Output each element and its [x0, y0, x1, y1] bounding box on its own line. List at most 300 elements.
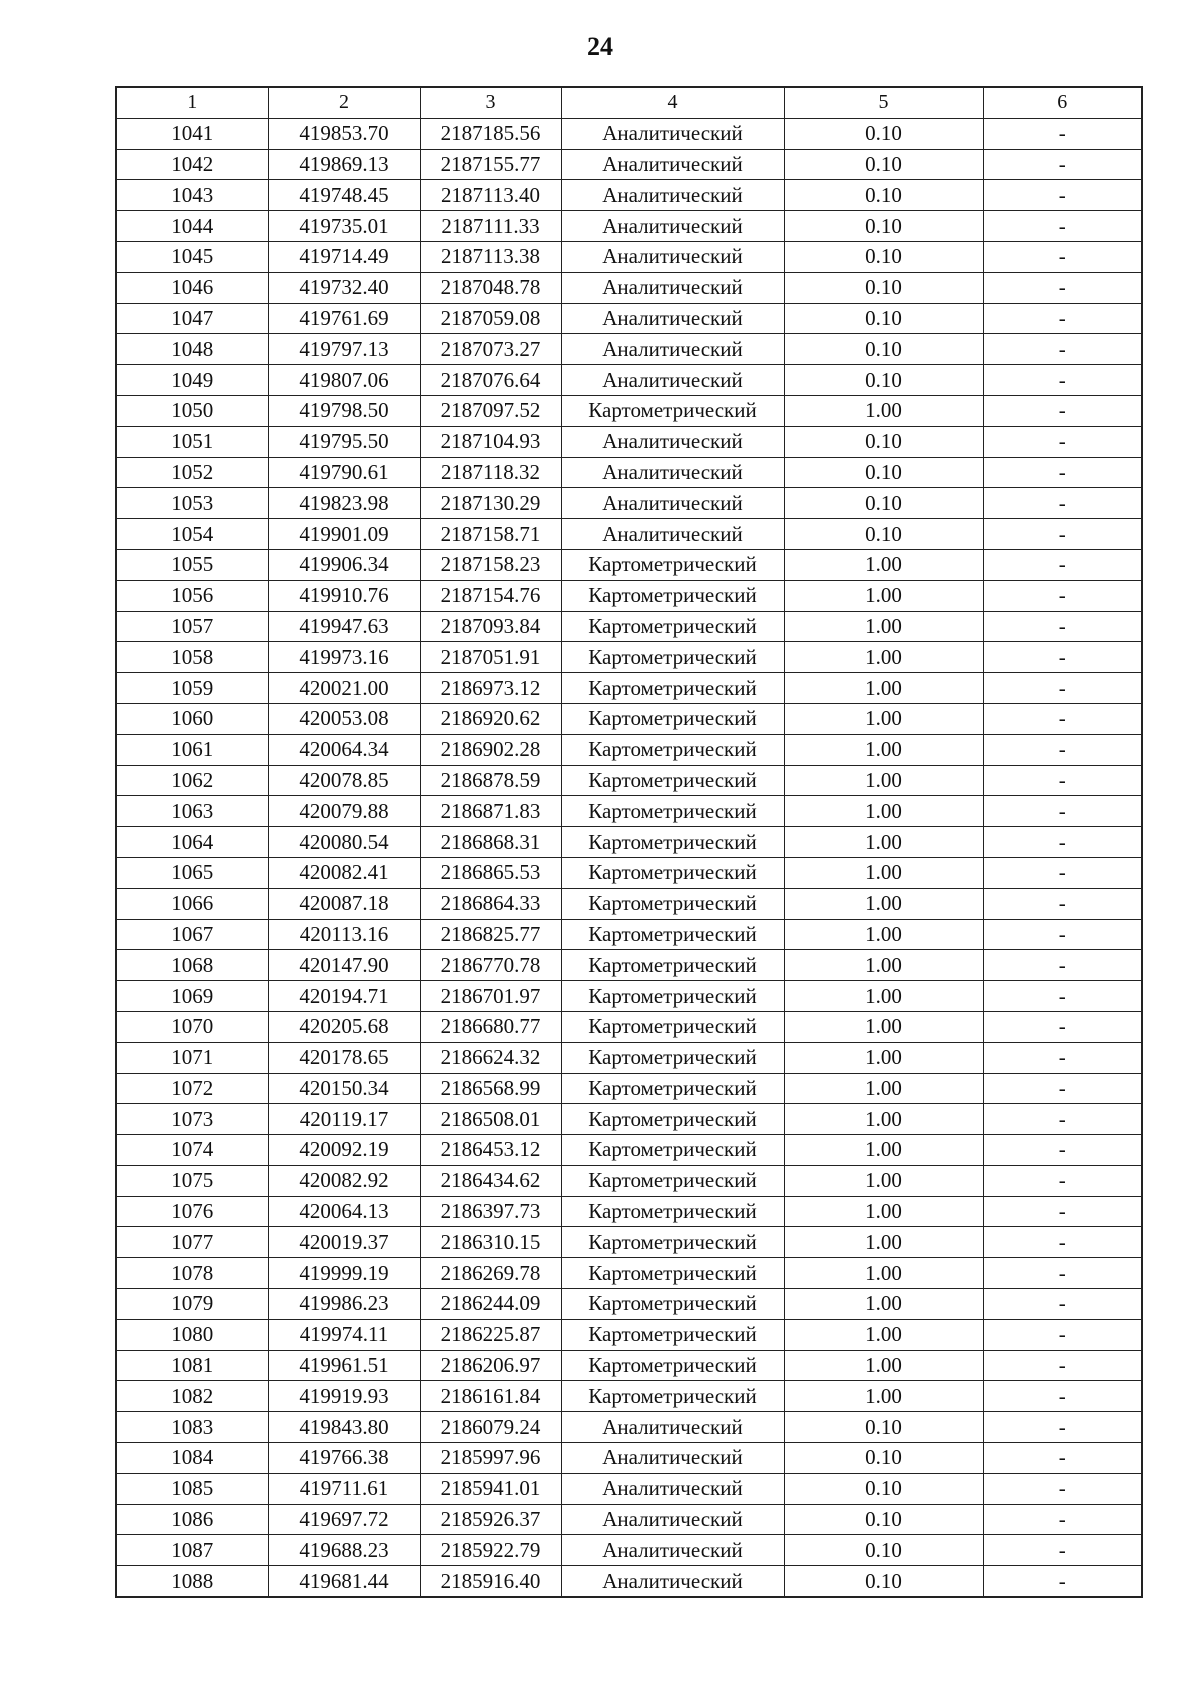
note-cell: - [983, 1104, 1142, 1135]
note-cell: - [983, 1535, 1142, 1566]
method-cell: Аналитический [561, 211, 784, 242]
table-row [116, 734, 1142, 765]
x-coordinate-cell: 419986.23 [268, 1289, 420, 1320]
y-coordinate-cell: 2186920.62 [420, 703, 561, 734]
x-coordinate-cell: 420064.13 [268, 1196, 420, 1227]
accuracy-cell: 1.00 [784, 1073, 983, 1104]
accuracy-cell: 1.00 [784, 1196, 983, 1227]
note-cell: - [983, 703, 1142, 734]
x-coordinate-cell: 419688.23 [268, 1535, 420, 1566]
point-number-cell: 1069 [116, 981, 268, 1012]
y-coordinate-cell: 2186568.99 [420, 1073, 561, 1104]
point-number-cell: 1043 [116, 180, 268, 211]
x-coordinate-cell: 419999.19 [268, 1258, 420, 1289]
method-cell: Аналитический [561, 1535, 784, 1566]
accuracy-cell: 1.00 [784, 1104, 983, 1135]
accuracy-cell: 0.10 [784, 1412, 983, 1443]
y-coordinate-cell: 2186868.31 [420, 827, 561, 858]
column-header: 3 [420, 87, 561, 118]
note-cell: - [983, 426, 1142, 457]
point-number-cell: 1083 [116, 1412, 268, 1443]
x-coordinate-cell: 419714.49 [268, 241, 420, 272]
table-row [116, 1412, 1142, 1443]
y-coordinate-cell: 2186902.28 [420, 734, 561, 765]
y-coordinate-cell: 2187113.40 [420, 180, 561, 211]
point-number-cell: 1056 [116, 580, 268, 611]
x-coordinate-cell: 420079.88 [268, 796, 420, 827]
method-cell: Картометрический [561, 1165, 784, 1196]
point-number-cell: 1044 [116, 211, 268, 242]
point-number-cell: 1076 [116, 1196, 268, 1227]
note-cell: - [983, 1504, 1142, 1535]
accuracy-cell: 0.10 [784, 519, 983, 550]
y-coordinate-cell: 2185941.01 [420, 1473, 561, 1504]
point-number-cell: 1067 [116, 919, 268, 950]
method-cell: Картометрический [561, 1135, 784, 1166]
point-number-cell: 1072 [116, 1073, 268, 1104]
accuracy-cell: 1.00 [784, 734, 983, 765]
x-coordinate-cell: 420078.85 [268, 765, 420, 796]
x-coordinate-cell: 420205.68 [268, 1011, 420, 1042]
x-coordinate-cell: 420019.37 [268, 1227, 420, 1258]
accuracy-cell: 0.10 [784, 1566, 983, 1597]
point-number-cell: 1068 [116, 950, 268, 981]
x-coordinate-cell: 419807.06 [268, 365, 420, 396]
y-coordinate-cell: 2186225.87 [420, 1319, 561, 1350]
method-cell: Картометрический [561, 549, 784, 580]
method-cell: Картометрический [561, 642, 784, 673]
note-cell: - [983, 1258, 1142, 1289]
x-coordinate-cell: 420021.00 [268, 673, 420, 704]
note-cell: - [983, 488, 1142, 519]
accuracy-cell: 0.10 [784, 211, 983, 242]
y-coordinate-cell: 2186244.09 [420, 1289, 561, 1320]
coordinates-table [115, 86, 1143, 1598]
accuracy-cell: 1.00 [784, 395, 983, 426]
x-coordinate-cell: 419869.13 [268, 149, 420, 180]
x-coordinate-cell: 420194.71 [268, 981, 420, 1012]
table-row [116, 519, 1142, 550]
note-cell: - [983, 457, 1142, 488]
method-cell: Картометрический [561, 673, 784, 704]
note-cell: - [983, 365, 1142, 396]
x-coordinate-cell: 419735.01 [268, 211, 420, 242]
note-cell: - [983, 149, 1142, 180]
y-coordinate-cell: 2186161.84 [420, 1381, 561, 1412]
note-cell: - [983, 1350, 1142, 1381]
x-coordinate-cell: 419947.63 [268, 611, 420, 642]
y-coordinate-cell: 2185922.79 [420, 1535, 561, 1566]
point-number-cell: 1087 [116, 1535, 268, 1566]
y-coordinate-cell: 2186397.73 [420, 1196, 561, 1227]
y-coordinate-cell: 2186770.78 [420, 950, 561, 981]
point-number-cell: 1060 [116, 703, 268, 734]
note-cell: - [983, 180, 1142, 211]
method-cell: Картометрический [561, 796, 784, 827]
accuracy-cell: 0.10 [784, 488, 983, 519]
table-row [116, 611, 1142, 642]
x-coordinate-cell: 419973.16 [268, 642, 420, 673]
table-row [116, 1566, 1142, 1597]
x-coordinate-cell: 419906.34 [268, 549, 420, 580]
y-coordinate-cell: 2185997.96 [420, 1443, 561, 1474]
point-number-cell: 1078 [116, 1258, 268, 1289]
note-cell: - [983, 919, 1142, 950]
point-number-cell: 1084 [116, 1443, 268, 1474]
method-cell: Аналитический [561, 365, 784, 396]
column-header: 6 [983, 87, 1142, 118]
accuracy-cell: 0.10 [784, 334, 983, 365]
x-coordinate-cell: 419853.70 [268, 118, 420, 149]
x-coordinate-cell: 419919.93 [268, 1381, 420, 1412]
y-coordinate-cell: 2186865.53 [420, 857, 561, 888]
point-number-cell: 1063 [116, 796, 268, 827]
note-cell: - [983, 1412, 1142, 1443]
table-row [116, 241, 1142, 272]
note-cell: - [983, 1196, 1142, 1227]
y-coordinate-cell: 2187158.71 [420, 519, 561, 550]
table-row [116, 857, 1142, 888]
accuracy-cell: 1.00 [784, 888, 983, 919]
point-number-cell: 1045 [116, 241, 268, 272]
table-row [116, 950, 1142, 981]
accuracy-cell: 1.00 [784, 1227, 983, 1258]
x-coordinate-cell: 419681.44 [268, 1566, 420, 1597]
method-cell: Картометрический [561, 611, 784, 642]
y-coordinate-cell: 2186825.77 [420, 919, 561, 950]
note-cell: - [983, 827, 1142, 858]
y-coordinate-cell: 2186434.62 [420, 1165, 561, 1196]
x-coordinate-cell: 420092.19 [268, 1135, 420, 1166]
accuracy-cell: 1.00 [784, 1042, 983, 1073]
y-coordinate-cell: 2186206.97 [420, 1350, 561, 1381]
accuracy-cell: 1.00 [784, 1381, 983, 1412]
accuracy-cell: 1.00 [784, 549, 983, 580]
y-coordinate-cell: 2187048.78 [420, 272, 561, 303]
accuracy-cell: 1.00 [784, 919, 983, 950]
point-number-cell: 1066 [116, 888, 268, 919]
table-row [116, 426, 1142, 457]
method-cell: Картометрический [561, 1350, 784, 1381]
point-number-cell: 1042 [116, 149, 268, 180]
method-cell: Картометрический [561, 703, 784, 734]
accuracy-cell: 0.10 [784, 149, 983, 180]
method-cell: Аналитический [561, 149, 784, 180]
table-row [116, 211, 1142, 242]
y-coordinate-cell: 2187185.56 [420, 118, 561, 149]
table-row [116, 1535, 1142, 1566]
note-cell: - [983, 118, 1142, 149]
table-header-row [116, 87, 1142, 118]
y-coordinate-cell: 2186871.83 [420, 796, 561, 827]
x-coordinate-cell: 419732.40 [268, 272, 420, 303]
table-row [116, 1011, 1142, 1042]
point-number-cell: 1082 [116, 1381, 268, 1412]
method-cell: Картометрический [561, 1011, 784, 1042]
method-cell: Аналитический [561, 488, 784, 519]
method-cell: Аналитический [561, 303, 784, 334]
x-coordinate-cell: 420082.92 [268, 1165, 420, 1196]
table-row [116, 1042, 1142, 1073]
table-row [116, 365, 1142, 396]
accuracy-cell: 1.00 [784, 857, 983, 888]
note-cell: - [983, 611, 1142, 642]
method-cell: Аналитический [561, 426, 784, 457]
accuracy-cell: 1.00 [784, 1289, 983, 1320]
accuracy-cell: 1.00 [784, 796, 983, 827]
method-cell: Аналитический [561, 1412, 784, 1443]
note-cell: - [983, 395, 1142, 426]
x-coordinate-cell: 419823.98 [268, 488, 420, 519]
table-row [116, 549, 1142, 580]
method-cell: Картометрический [561, 981, 784, 1012]
x-coordinate-cell: 419961.51 [268, 1350, 420, 1381]
note-cell: - [983, 519, 1142, 550]
table-row [116, 272, 1142, 303]
accuracy-cell: 1.00 [784, 827, 983, 858]
note-cell: - [983, 303, 1142, 334]
table-row [116, 703, 1142, 734]
table-row [116, 765, 1142, 796]
point-number-cell: 1081 [116, 1350, 268, 1381]
note-cell: - [983, 1135, 1142, 1166]
accuracy-cell: 0.10 [784, 426, 983, 457]
page-number: 24 [587, 32, 613, 61]
point-number-cell: 1050 [116, 395, 268, 426]
x-coordinate-cell: 419901.09 [268, 519, 420, 550]
y-coordinate-cell: 2187154.76 [420, 580, 561, 611]
note-cell: - [983, 1566, 1142, 1597]
point-number-cell: 1061 [116, 734, 268, 765]
method-cell: Аналитический [561, 457, 784, 488]
point-number-cell: 1086 [116, 1504, 268, 1535]
table-row [116, 457, 1142, 488]
accuracy-cell: 0.10 [784, 303, 983, 334]
table-row [116, 888, 1142, 919]
y-coordinate-cell: 2187130.29 [420, 488, 561, 519]
accuracy-cell: 1.00 [784, 673, 983, 704]
point-number-cell: 1079 [116, 1289, 268, 1320]
y-coordinate-cell: 2187118.32 [420, 457, 561, 488]
point-number-cell: 1065 [116, 857, 268, 888]
note-cell: - [983, 642, 1142, 673]
accuracy-cell: 0.10 [784, 118, 983, 149]
method-cell: Картометрический [561, 580, 784, 611]
y-coordinate-cell: 2187051.91 [420, 642, 561, 673]
accuracy-cell: 1.00 [784, 1135, 983, 1166]
note-cell: - [983, 1443, 1142, 1474]
method-cell: Картометрический [561, 1104, 784, 1135]
y-coordinate-cell: 2186508.01 [420, 1104, 561, 1135]
accuracy-cell: 1.00 [784, 703, 983, 734]
y-coordinate-cell: 2186079.24 [420, 1412, 561, 1443]
table-row [116, 981, 1142, 1012]
y-coordinate-cell: 2187093.84 [420, 611, 561, 642]
method-cell: Картометрический [561, 1073, 784, 1104]
method-cell: Картометрический [561, 1289, 784, 1320]
point-number-cell: 1075 [116, 1165, 268, 1196]
table-row [116, 827, 1142, 858]
table-row [116, 1504, 1142, 1535]
table-row [116, 1381, 1142, 1412]
method-cell: Аналитический [561, 241, 784, 272]
note-cell: - [983, 857, 1142, 888]
method-cell: Картометрический [561, 919, 784, 950]
y-coordinate-cell: 2185926.37 [420, 1504, 561, 1535]
table-row [116, 1165, 1142, 1196]
accuracy-cell: 0.10 [784, 457, 983, 488]
x-coordinate-cell: 420080.54 [268, 827, 420, 858]
table-row [116, 673, 1142, 704]
method-cell: Аналитический [561, 272, 784, 303]
y-coordinate-cell: 2187111.33 [420, 211, 561, 242]
accuracy-cell: 1.00 [784, 580, 983, 611]
note-cell: - [983, 1473, 1142, 1504]
y-coordinate-cell: 2186624.32 [420, 1042, 561, 1073]
x-coordinate-cell: 419697.72 [268, 1504, 420, 1535]
y-coordinate-cell: 2187076.64 [420, 365, 561, 396]
accuracy-cell: 0.10 [784, 1443, 983, 1474]
table-row [116, 395, 1142, 426]
note-cell: - [983, 765, 1142, 796]
accuracy-cell: 1.00 [784, 1350, 983, 1381]
table-row [116, 580, 1142, 611]
note-cell: - [983, 734, 1142, 765]
y-coordinate-cell: 2187097.52 [420, 395, 561, 426]
method-cell: Аналитический [561, 519, 784, 550]
method-cell: Картометрический [561, 1227, 784, 1258]
point-number-cell: 1059 [116, 673, 268, 704]
note-cell: - [983, 580, 1142, 611]
accuracy-cell: 1.00 [784, 1165, 983, 1196]
point-number-cell: 1041 [116, 118, 268, 149]
column-header: 2 [268, 87, 420, 118]
method-cell: Картометрический [561, 950, 784, 981]
y-coordinate-cell: 2185916.40 [420, 1566, 561, 1597]
y-coordinate-cell: 2187155.77 [420, 149, 561, 180]
table-row [116, 488, 1142, 519]
method-cell: Картометрический [561, 857, 784, 888]
y-coordinate-cell: 2187158.23 [420, 549, 561, 580]
point-number-cell: 1058 [116, 642, 268, 673]
note-cell: - [983, 1073, 1142, 1104]
point-number-cell: 1051 [116, 426, 268, 457]
column-header: 1 [116, 87, 268, 118]
method-cell: Аналитический [561, 118, 784, 149]
point-number-cell: 1047 [116, 303, 268, 334]
y-coordinate-cell: 2187059.08 [420, 303, 561, 334]
method-cell: Картометрический [561, 1381, 784, 1412]
note-cell: - [983, 1011, 1142, 1042]
table-row [116, 1289, 1142, 1320]
point-number-cell: 1073 [116, 1104, 268, 1135]
method-cell: Картометрический [561, 1258, 784, 1289]
method-cell: Картометрический [561, 1319, 784, 1350]
x-coordinate-cell: 419910.76 [268, 580, 420, 611]
note-cell: - [983, 1319, 1142, 1350]
method-cell: Картометрический [561, 888, 784, 919]
note-cell: - [983, 981, 1142, 1012]
method-cell: Аналитический [561, 1566, 784, 1597]
x-coordinate-cell: 420178.65 [268, 1042, 420, 1073]
accuracy-cell: 0.10 [784, 180, 983, 211]
x-coordinate-cell: 419797.13 [268, 334, 420, 365]
point-number-cell: 1049 [116, 365, 268, 396]
x-coordinate-cell: 420119.17 [268, 1104, 420, 1135]
note-cell: - [983, 272, 1142, 303]
y-coordinate-cell: 2186973.12 [420, 673, 561, 704]
point-number-cell: 1055 [116, 549, 268, 580]
method-cell: Картометрический [561, 765, 784, 796]
method-cell: Картометрический [561, 1196, 784, 1227]
point-number-cell: 1064 [116, 827, 268, 858]
point-number-cell: 1062 [116, 765, 268, 796]
x-coordinate-cell: 419798.50 [268, 395, 420, 426]
x-coordinate-cell: 419766.38 [268, 1443, 420, 1474]
x-coordinate-cell: 419711.61 [268, 1473, 420, 1504]
method-cell: Аналитический [561, 334, 784, 365]
y-coordinate-cell: 2186269.78 [420, 1258, 561, 1289]
point-number-cell: 1085 [116, 1473, 268, 1504]
x-coordinate-cell: 420087.18 [268, 888, 420, 919]
y-coordinate-cell: 2186701.97 [420, 981, 561, 1012]
note-cell: - [983, 549, 1142, 580]
accuracy-cell: 0.10 [784, 1535, 983, 1566]
note-cell: - [983, 1165, 1142, 1196]
table-row [116, 118, 1142, 149]
column-header: 4 [561, 87, 784, 118]
table-row [116, 1473, 1142, 1504]
table-row [116, 1319, 1142, 1350]
x-coordinate-cell: 419795.50 [268, 426, 420, 457]
method-cell: Картометрический [561, 734, 784, 765]
x-coordinate-cell: 420064.34 [268, 734, 420, 765]
table-row [116, 1227, 1142, 1258]
table-row [116, 180, 1142, 211]
x-coordinate-cell: 420053.08 [268, 703, 420, 734]
note-cell: - [983, 334, 1142, 365]
method-cell: Аналитический [561, 1473, 784, 1504]
method-cell: Картометрический [561, 1042, 784, 1073]
table-row [116, 919, 1142, 950]
table-row [116, 1073, 1142, 1104]
table-row [116, 796, 1142, 827]
y-coordinate-cell: 2187073.27 [420, 334, 561, 365]
method-cell: Картометрический [561, 827, 784, 858]
x-coordinate-cell: 420082.41 [268, 857, 420, 888]
method-cell: Картометрический [561, 395, 784, 426]
point-number-cell: 1054 [116, 519, 268, 550]
accuracy-cell: 0.10 [784, 1473, 983, 1504]
table-row [116, 1104, 1142, 1135]
point-number-cell: 1053 [116, 488, 268, 519]
point-number-cell: 1088 [116, 1566, 268, 1597]
y-coordinate-cell: 2186680.77 [420, 1011, 561, 1042]
note-cell: - [983, 241, 1142, 272]
x-coordinate-cell: 420113.16 [268, 919, 420, 950]
note-cell: - [983, 888, 1142, 919]
table-row [116, 1196, 1142, 1227]
note-cell: - [983, 796, 1142, 827]
x-coordinate-cell: 419761.69 [268, 303, 420, 334]
note-cell: - [983, 673, 1142, 704]
accuracy-cell: 1.00 [784, 642, 983, 673]
note-cell: - [983, 1381, 1142, 1412]
note-cell: - [983, 1227, 1142, 1258]
method-cell: Аналитический [561, 180, 784, 211]
note-cell: - [983, 1042, 1142, 1073]
accuracy-cell: 1.00 [784, 981, 983, 1012]
